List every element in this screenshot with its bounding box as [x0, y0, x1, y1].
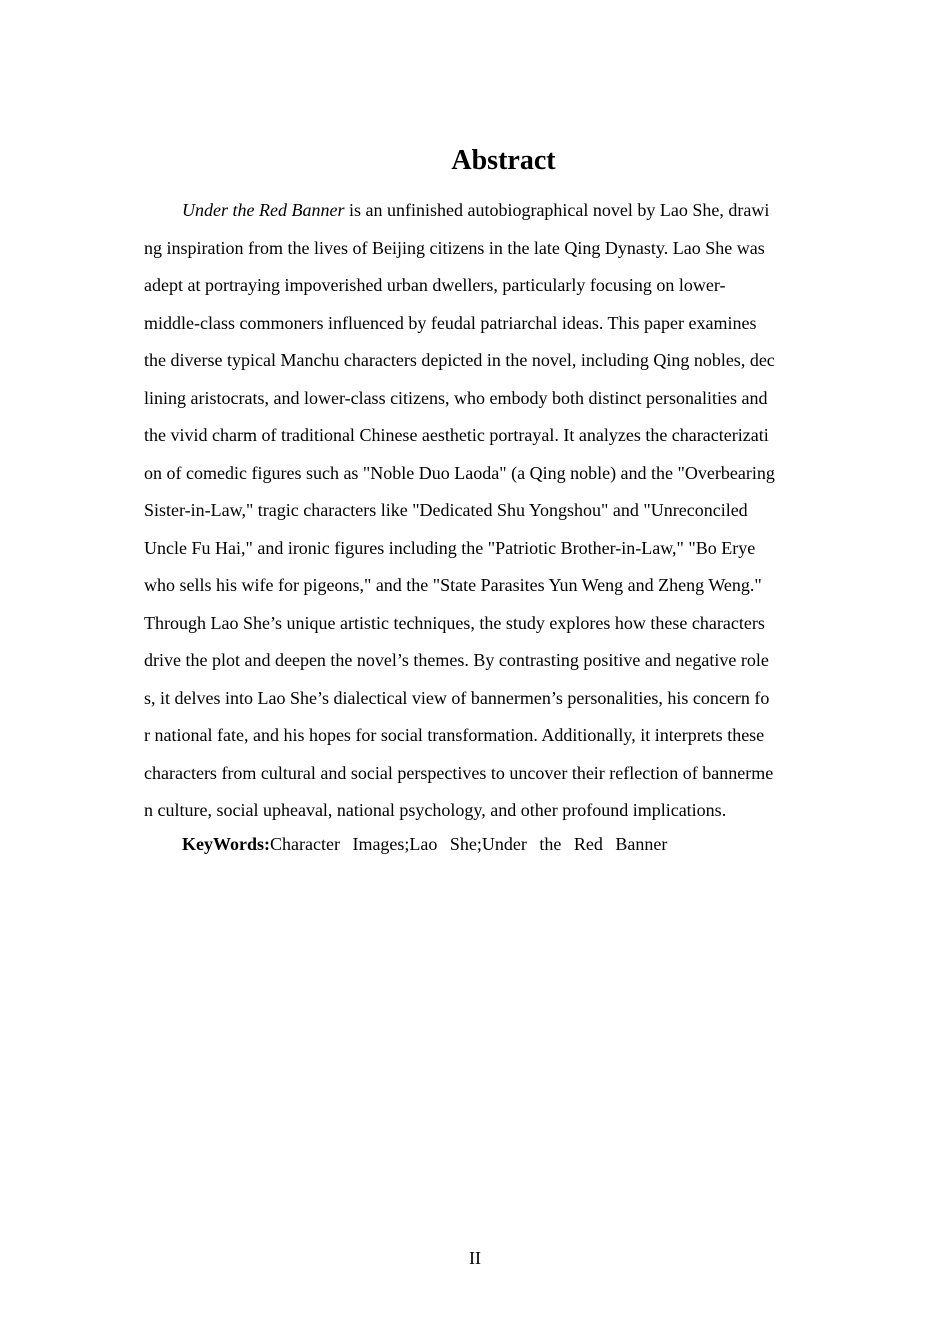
keywords-line [182, 826, 667, 864]
abstract-line-1: Under the Red Banner is an unfinished autobiographical novel by Lao She, drawi [182, 200, 770, 220]
abstract-line-17: n culture, social upheaval, national psychology, and other profound implications. [144, 800, 727, 820]
abstract-line-13: drive the plot and deepen the novel’s themes. By contrasting positive and negative role [144, 650, 769, 670]
page-number: II [469, 1248, 481, 1268]
abstract-line-4: middle-class commoners influenced by feudal patriarchal ideas. This paper examines [144, 312, 757, 333]
abstract-line-10: Uncle Fu Hai," and ironic figures including the "Patriotic Brother-in-Law," "Bo Erye [144, 537, 756, 558]
abstract-line-14: s, it delves into Lao She’s dialectical view of bannermen’s personalities, his concern fo [144, 687, 770, 708]
abstract-line-5: the diverse typical Manchu characters depicted in the novel, including Qing nobles, dec [144, 350, 775, 370]
abstract-line-8: on of comedic figures such as "Noble Duo Laoda" (a Qing noble) and the "Overbearing [144, 462, 775, 483]
abstract-body [144, 192, 808, 830]
book-title: Under the Red Banner [182, 200, 345, 220]
abstract-line-6: lining aristocrats, and lower-class citizens, who embody both distinct personalities and [144, 387, 768, 408]
abstract-line-11: who sells his wife for pigeons," and the "State Parasites Yun Weng and Zheng Weng." [144, 575, 762, 595]
abstract-line-3: adept at portraying impoverished urban dwellers, particularly focusing on lower- [144, 275, 726, 295]
keywords-label: KeyWords: [182, 834, 270, 854]
abstract-line-2: ng inspiration from the lives of Beijing citizens in the late Qing Dynasty. Lao She was [144, 237, 765, 258]
abstract-line-12: Through Lao She’s unique artistic techniques, the study explores how these characters [144, 612, 765, 633]
abstract-line-7: the vivid charm of traditional Chinese aesthetic portrayal. It analyzes the characterizati [144, 425, 769, 445]
abstract-line-9: Sister-in-Law," tragic characters like "Dedicated Shu Yongshou" and "Unreconciled [144, 500, 748, 520]
keywords-value: Character Images;Lao She;Under the Red Banner [270, 834, 668, 854]
abstract-line-15: r national fate, and his hopes for social transformation. Additionally, it interprets these [144, 725, 765, 745]
abstract-line-16: characters from cultural and social perspectives to uncover their reflection of bannerme [144, 762, 774, 783]
abstract-title: Abstract [451, 145, 556, 176]
